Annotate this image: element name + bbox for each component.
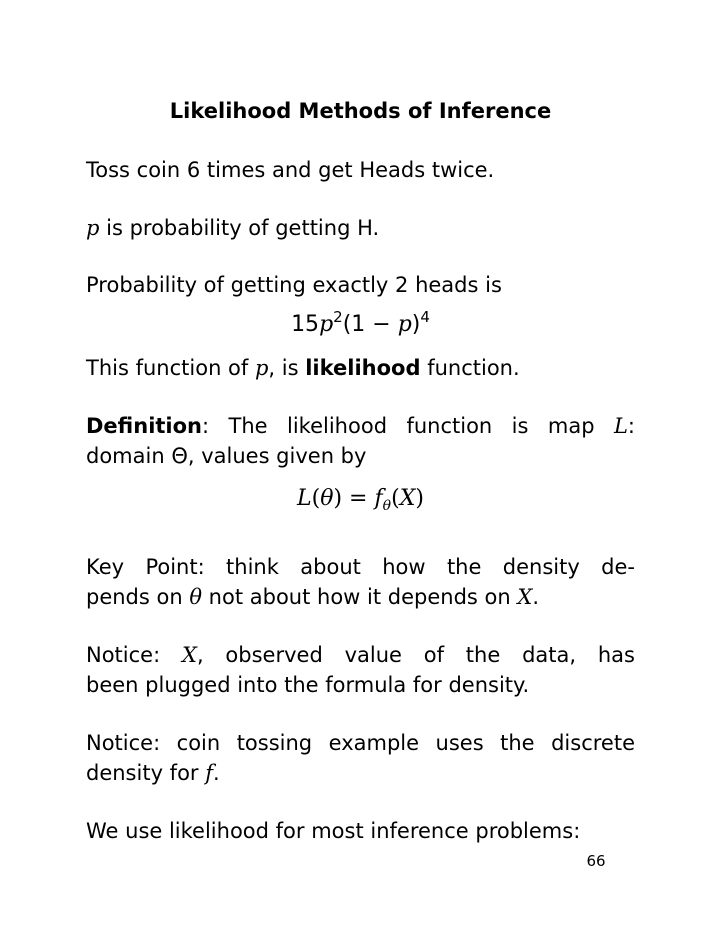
page-number: 66 (586, 852, 606, 870)
eq-f: f (374, 486, 383, 511)
notice-2-f: f (205, 761, 214, 785)
definition-line-1 (86, 411, 635, 441)
formula-coefficient: 15 (291, 312, 320, 337)
notice-1-X: X (181, 643, 197, 667)
eq-L: L (297, 486, 312, 511)
notice-1-text-a: Notice: (86, 643, 182, 667)
page-title: Likelihood Methods of Inference (169, 99, 552, 123)
eq-rparen: ) = (333, 486, 375, 511)
closing-sentence: We use likelihood for most inference problems: (86, 819, 581, 843)
definition-colon: : (627, 414, 635, 438)
formula-p: p (319, 312, 334, 337)
key-point-line-1: Key Point: think about how the density de- (86, 555, 635, 579)
key-point-text-c: . (532, 585, 539, 609)
eq-X: X (399, 486, 416, 511)
func-p: p (254, 356, 269, 380)
definition-text: : The likelihood function is map (202, 414, 614, 438)
eq-theta: θ (320, 486, 334, 511)
key-point-text-b: not about how it depends on (202, 585, 518, 609)
key-point-text-a: pends on (86, 585, 190, 609)
definition-L: L (613, 414, 628, 438)
notice-1-line-1 (86, 640, 635, 670)
definition-label: Definition (86, 414, 203, 438)
notice-2-text-b: . (213, 761, 220, 785)
likelihood-function-sentence (86, 353, 635, 383)
p-definition-text: is probability of getting H. (99, 216, 380, 240)
eq-subscript-theta: θ (382, 498, 392, 514)
key-point-X: X (517, 585, 533, 609)
p-definition-sentence (86, 213, 635, 243)
formula-open: (1 − (342, 312, 398, 337)
likelihood-bold: likelihood (305, 356, 421, 380)
likelihood-equation (86, 484, 635, 514)
slide-page (86, 0, 635, 932)
eq-arg-open: ( (391, 486, 400, 511)
p-variable: p (86, 216, 100, 240)
formula-p-2: p (397, 312, 412, 337)
eq-arg-close: ) (415, 486, 424, 511)
key-point-line-2 (86, 582, 635, 612)
definition-line-2: domain Θ, values given by (86, 444, 367, 468)
notice-2-text-a: density for (86, 761, 206, 785)
func-text-c: function. (420, 356, 520, 380)
toss-sentence: Toss coin 6 times and get Heads twice. (86, 158, 495, 182)
key-point-theta: θ (189, 585, 202, 609)
formula-exponent-2: 2 (333, 308, 343, 326)
probability-sentence: Probability of getting exactly 2 heads is (86, 273, 502, 297)
formula-close: ) (411, 312, 421, 337)
notice-1-text-b: , observed value of the data, has (196, 643, 635, 667)
func-text-b: , is (268, 356, 306, 380)
notice-2-line-1: Notice: coin tossing example uses the discrete (86, 731, 635, 755)
eq-lparen: ( (311, 486, 321, 511)
notice-1-line-2: been plugged into the formula for density. (86, 673, 530, 697)
formula-exponent-4: 4 (420, 308, 430, 326)
binomial-formula (86, 310, 635, 340)
notice-2-line-2 (86, 758, 635, 788)
func-text-a: This function of (86, 356, 255, 380)
